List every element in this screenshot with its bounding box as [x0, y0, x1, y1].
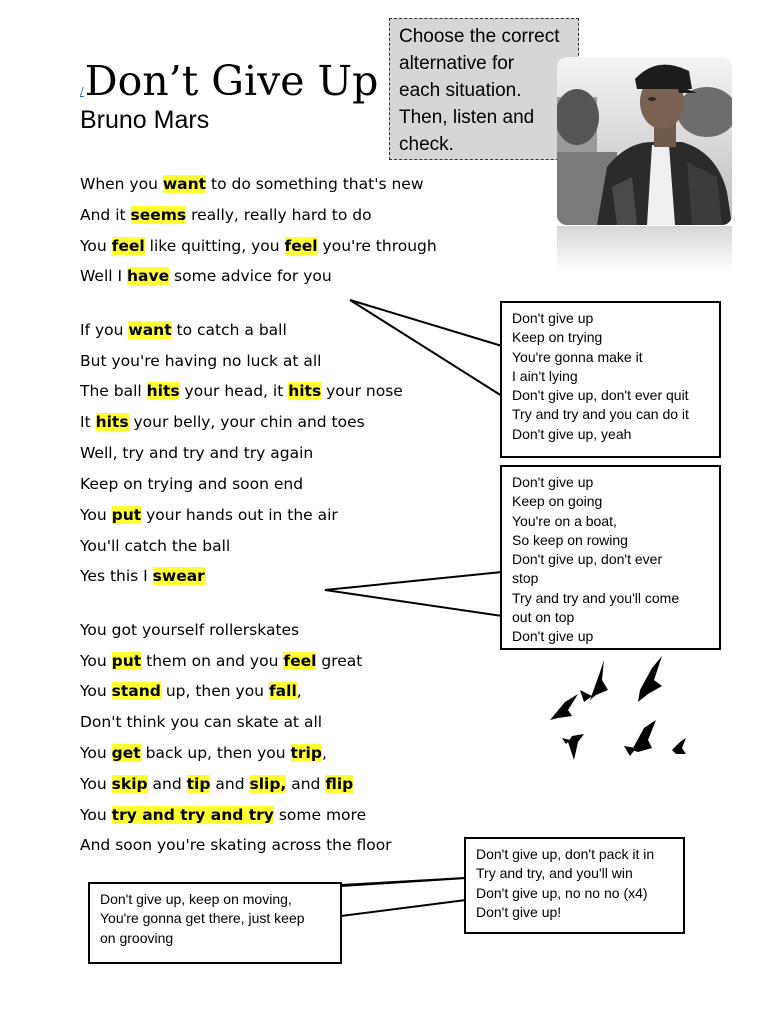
bubble-line: Don't give up, keep on moving, [100, 891, 292, 907]
lyric-text: And it [80, 206, 131, 224]
lyric-text: back up, then you [140, 744, 291, 762]
lyric-text: them on and you [141, 652, 284, 670]
lyric-line [80, 651, 362, 671]
bubble-line: on grooving [100, 929, 174, 946]
bubble-line: You're gonna make it [512, 348, 643, 365]
highlighted-word: hits [288, 382, 322, 400]
highlighted-word: feel [283, 652, 317, 670]
lyric-line [80, 536, 230, 556]
lyric-text: Well, try and try and try again [80, 444, 314, 462]
bubble-line: Don't give up! [476, 903, 562, 920]
lyric-line [80, 174, 424, 194]
lyric-line [80, 774, 353, 794]
lyric-text: your head, it [179, 382, 289, 400]
lyric-line [80, 443, 313, 463]
highlighted-word: try and try and try [111, 806, 274, 824]
highlighted-word: feel [111, 237, 145, 255]
bubble-line: stop [512, 570, 539, 587]
lyric-line [80, 412, 365, 432]
lyric-text: your belly, your chin and toes [128, 413, 365, 431]
lyric-text: and [147, 775, 187, 793]
lyric-text: some advice for you [169, 267, 332, 285]
bird-icon [580, 660, 608, 702]
bubble-line: Don't give up [512, 628, 594, 645]
bubble-line: You're on a boat, [512, 512, 617, 529]
speech-bubble-chorus-4 [88, 882, 342, 964]
lyric-text: and [210, 775, 250, 793]
bubble-line: Don't give up, don't ever quit [512, 387, 689, 404]
song-title-text: Don’t Give Up [84, 57, 379, 105]
lyric-line [80, 835, 392, 855]
bubble-line: You're gonna get there, just keep [100, 910, 305, 927]
lyric-line [80, 505, 338, 525]
highlighted-word: get [111, 744, 141, 762]
bubble-line: I ain't lying [512, 367, 578, 384]
lyric-line [80, 205, 372, 225]
highlighted-word: tip [186, 775, 211, 793]
lyric-line [80, 474, 303, 494]
bubble-line: Try and try and you can do it [512, 406, 689, 423]
lyric-text: You [80, 506, 112, 524]
bubble-line: Try and try, and you'll win [476, 865, 633, 882]
lyric-text: , [296, 682, 302, 700]
highlighted-word: swear [152, 567, 205, 585]
lyric-text: Yes this I [80, 567, 153, 585]
bubble-line: Don't give up, don't ever [512, 551, 663, 568]
highlighted-word: feel [284, 237, 318, 255]
lyric-text: You [80, 744, 112, 762]
lyric-text: Keep on trying and soon end [80, 475, 304, 493]
bird-icon [638, 656, 662, 702]
highlighted-word: hits [146, 382, 180, 400]
lyric-text: You [80, 775, 112, 793]
lyric-line [80, 805, 366, 825]
instruction-line: Then, listen and [399, 107, 535, 128]
lyric-text: It [80, 413, 96, 431]
lyric-text: great [316, 652, 363, 670]
bubble-line: Don't give up [512, 310, 594, 326]
link-marker[interactable]: / [80, 85, 84, 98]
lyric-text: If you [80, 321, 129, 339]
lyric-text: and [286, 775, 326, 793]
highlighted-word: flip [325, 775, 354, 793]
speech-bubble-chorus-1 [500, 301, 721, 458]
instruction-line: check. [399, 134, 454, 155]
lyric-text: You [80, 806, 112, 824]
speech-bubble-chorus-2 [500, 465, 721, 650]
bird-icon [624, 720, 656, 756]
bubble-line: out on top [512, 609, 575, 626]
lyric-line [80, 566, 205, 586]
lyric-line [80, 743, 327, 763]
highlighted-word: hits [95, 413, 129, 431]
bird-icon [562, 734, 584, 760]
lyric-text: You [80, 652, 112, 670]
highlighted-word: want [162, 175, 207, 193]
lyric-text: The ball [80, 382, 147, 400]
highlighted-word: want [128, 321, 172, 339]
lyric-text: Well I [80, 267, 127, 285]
lyric-text: your nose [321, 382, 403, 400]
lyric-text: Don't think you can skate at all [80, 713, 323, 731]
lyric-text: like quitting, you [144, 237, 285, 255]
lyric-line [80, 381, 403, 401]
highlighted-word: put [111, 506, 142, 524]
lyric-line [80, 320, 287, 340]
lyric-line [80, 236, 437, 256]
bird-icon [672, 738, 686, 754]
birds-illustration [540, 650, 700, 770]
highlighted-word: put [111, 652, 142, 670]
bubble-line: Keep on trying [512, 329, 603, 346]
lyric-text: You got yourself rollerskates [80, 621, 300, 639]
bubble-line: Don't give up, no no no (x4) [476, 884, 648, 901]
highlighted-word: trip [290, 744, 322, 762]
lyric-line [80, 681, 302, 701]
highlighted-word: slip, [249, 775, 287, 793]
bubble-line: Don't give up, yeah [512, 425, 632, 442]
lyric-text: And soon you're skating across the floor [80, 836, 392, 854]
lyric-line [80, 712, 322, 732]
lyric-text: You [80, 682, 112, 700]
speech-bubble-chorus-3 [464, 837, 685, 934]
bird-icon [550, 694, 578, 720]
bubble-line: Don't give up, don't pack it in [476, 846, 655, 862]
lyric-text: really, really hard to do [186, 206, 372, 224]
bubble-line: So keep on rowing [512, 531, 628, 548]
lyric-text: When you [80, 175, 163, 193]
lyric-text: your hands out in the air [141, 506, 338, 524]
lyric-line [80, 351, 322, 371]
lyric-text: You'll catch the ball [80, 537, 231, 555]
lyric-text: to do something that's new [206, 175, 424, 193]
lyric-text: , [321, 744, 327, 762]
highlighted-word: stand [111, 682, 161, 700]
lyric-line [80, 266, 332, 286]
lyric-text: you're through [317, 237, 437, 255]
bubble-line: Keep on going [512, 493, 603, 510]
highlighted-word: seems [130, 206, 187, 224]
lyric-text: up, then you [160, 682, 269, 700]
instruction-line: Choose the correct [399, 26, 560, 47]
lyric-text: to catch a ball [171, 321, 287, 339]
highlighted-word: fall [268, 682, 297, 700]
lyric-text: some more [273, 806, 367, 824]
highlighted-word: have [127, 267, 170, 285]
lyric-text: You [80, 237, 112, 255]
lyric-line [80, 620, 299, 640]
bubble-line: Try and try and you'll come [512, 589, 680, 606]
bubble-line: Don't give up [512, 474, 594, 490]
instruction-line: each situation. [399, 80, 522, 101]
artist-name: Bruno Mars [80, 106, 210, 134]
highlighted-word: skip [111, 775, 148, 793]
instruction-line: alternative for [399, 53, 515, 74]
lyric-text: But you're having no luck at all [80, 352, 322, 370]
